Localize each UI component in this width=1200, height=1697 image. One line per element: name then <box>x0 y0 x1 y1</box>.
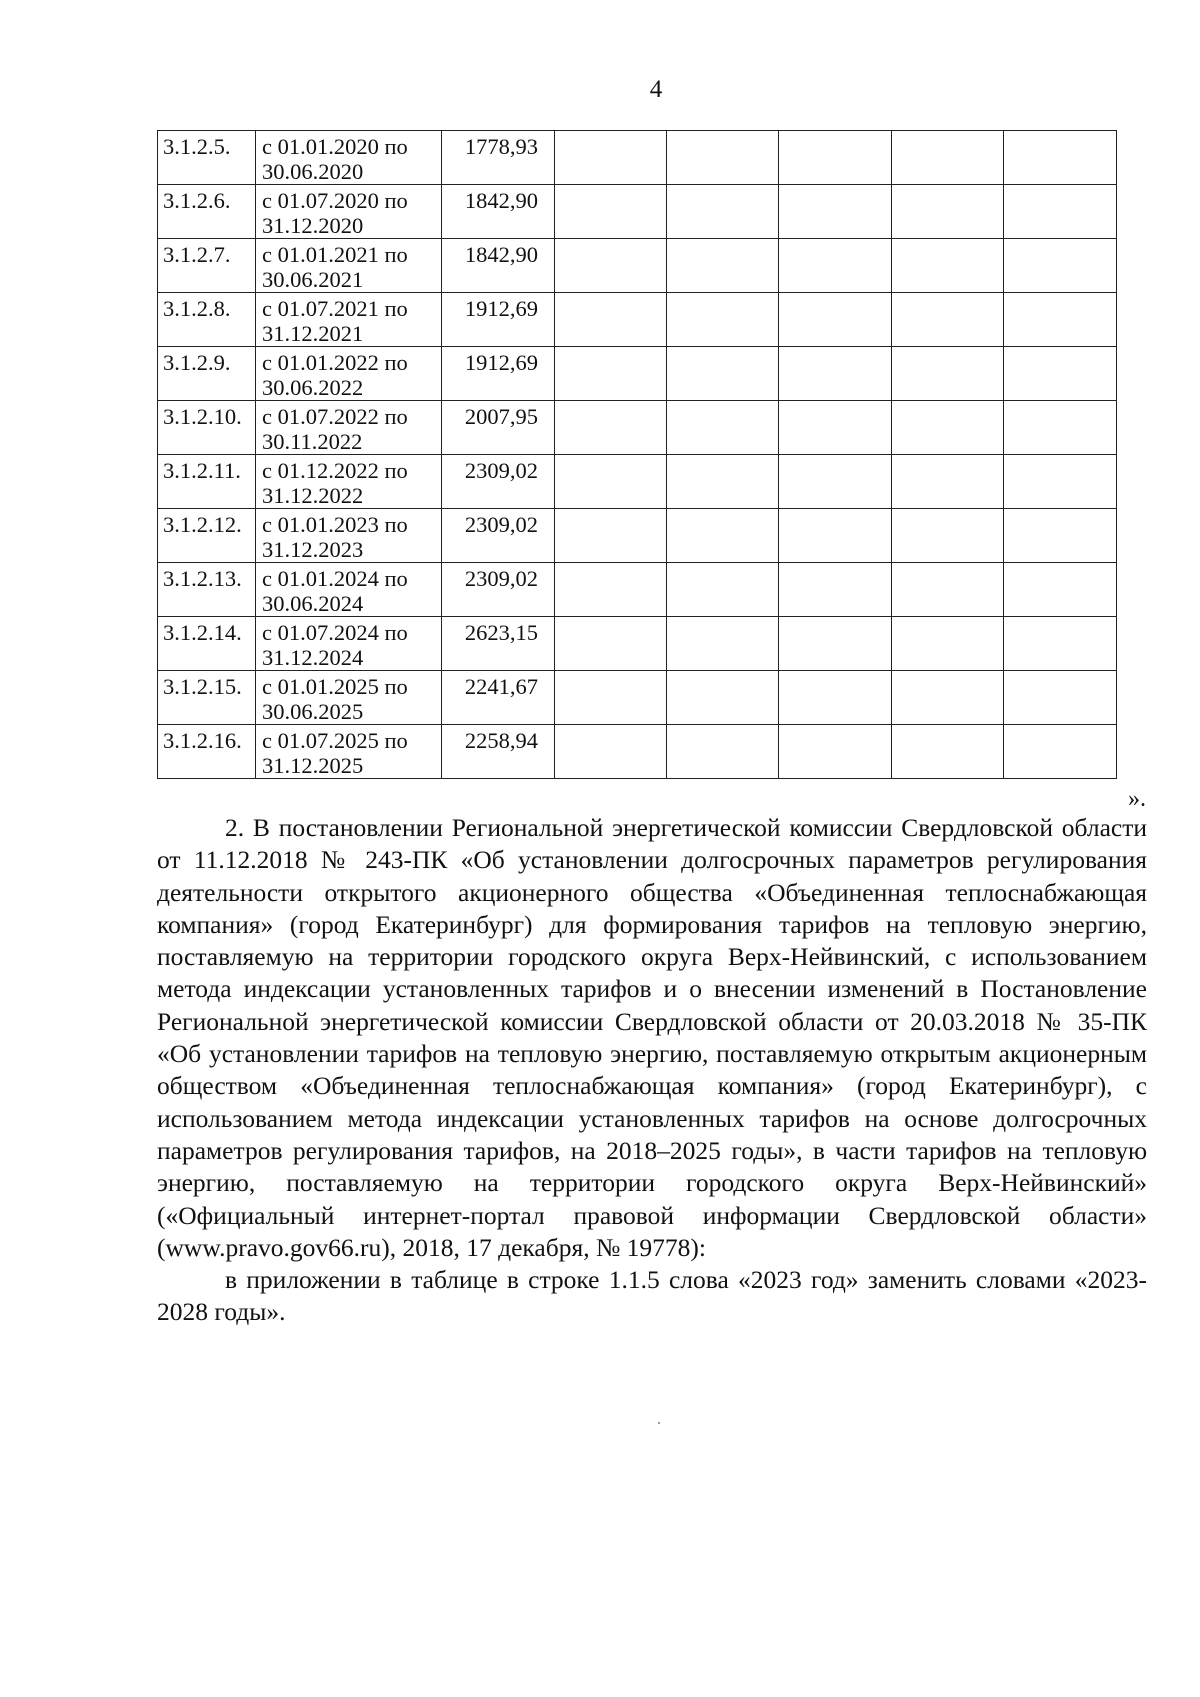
empty-cell <box>779 671 892 725</box>
tariff-table <box>157 130 1117 779</box>
period-start: с 01.07.2020 по <box>262 188 408 213</box>
period-cell <box>256 401 442 455</box>
row-number-cell: 3.1.2.12. <box>158 509 256 563</box>
amendment-text <box>157 812 1147 1329</box>
tariff-table-body <box>158 131 1117 779</box>
empty-cell <box>667 455 779 509</box>
empty-cell <box>555 293 667 347</box>
tariff-value-cell: 1778,93 <box>442 131 555 185</box>
period-start: с 01.01.2024 по <box>262 566 408 591</box>
period-end: 30.06.2021 <box>262 267 364 292</box>
row-number-cell: 3.1.2.16. <box>158 725 256 779</box>
row-number-cell: 3.1.2.10. <box>158 401 256 455</box>
empty-cell <box>1004 455 1117 509</box>
empty-cell <box>667 347 779 401</box>
paragraph-replacement: в приложении в таблице в строке 1.1.5 слова «2023 год» заменить словами «2023-2028 годы». <box>157 1265 1147 1327</box>
empty-cell <box>779 725 892 779</box>
period-start: с 01.01.2025 по <box>262 674 408 699</box>
empty-cell <box>667 509 779 563</box>
empty-cell <box>667 617 779 671</box>
tariff-value-cell: 2309,02 <box>442 563 555 617</box>
empty-cell <box>1004 563 1117 617</box>
period-end: 30.11.2022 <box>262 429 363 454</box>
period-end: 31.12.2023 <box>262 537 364 562</box>
period-start: с 01.01.2023 по <box>262 512 408 537</box>
empty-cell <box>892 239 1004 293</box>
period-cell <box>256 725 442 779</box>
empty-cell <box>667 131 779 185</box>
empty-cell <box>667 293 779 347</box>
empty-cell <box>555 185 667 239</box>
period-cell <box>256 509 442 563</box>
table-row <box>158 455 1117 509</box>
empty-cell <box>779 131 892 185</box>
empty-cell <box>1004 725 1117 779</box>
empty-cell <box>1004 293 1117 347</box>
empty-cell <box>555 617 667 671</box>
empty-cell <box>1004 401 1117 455</box>
empty-cell <box>667 725 779 779</box>
empty-cell <box>667 185 779 239</box>
empty-cell <box>1004 347 1117 401</box>
empty-cell <box>555 131 667 185</box>
empty-cell <box>892 347 1004 401</box>
period-end: 31.12.2025 <box>262 753 364 778</box>
table-row <box>158 671 1117 725</box>
empty-cell <box>1004 617 1117 671</box>
empty-cell <box>892 671 1004 725</box>
tariff-value-cell: 1842,90 <box>442 185 555 239</box>
period-cell <box>256 131 442 185</box>
period-end: 31.12.2021 <box>262 321 364 346</box>
empty-cell <box>892 131 1004 185</box>
empty-cell <box>892 401 1004 455</box>
period-start: с 01.07.2021 по <box>262 296 408 321</box>
empty-cell <box>779 455 892 509</box>
empty-cell <box>779 401 892 455</box>
empty-cell <box>779 347 892 401</box>
empty-cell <box>892 293 1004 347</box>
period-cell <box>256 617 442 671</box>
tariff-value-cell: 2309,02 <box>442 455 555 509</box>
period-start: с 01.01.2020 по <box>262 134 408 159</box>
scan-artifact <box>658 1422 660 1424</box>
closing-quote: ». <box>1128 786 1146 812</box>
period-end: 30.06.2025 <box>262 699 364 724</box>
tariff-value-cell: 2258,94 <box>442 725 555 779</box>
empty-cell <box>779 563 892 617</box>
empty-cell <box>779 239 892 293</box>
period-start: с 01.12.2022 по <box>262 458 408 483</box>
empty-cell <box>779 293 892 347</box>
period-start: с 01.01.2021 по <box>262 242 408 267</box>
tariff-value-cell: 1912,69 <box>442 293 555 347</box>
empty-cell <box>779 509 892 563</box>
period-cell <box>256 239 442 293</box>
tariff-value-cell: 1912,69 <box>442 347 555 401</box>
row-number-cell: 3.1.2.6. <box>158 185 256 239</box>
empty-cell <box>555 239 667 293</box>
tariff-value-cell: 2007,95 <box>442 401 555 455</box>
period-end: 31.12.2022 <box>262 483 364 508</box>
empty-cell <box>555 509 667 563</box>
empty-cell <box>667 671 779 725</box>
empty-cell <box>555 401 667 455</box>
period-end: 30.06.2022 <box>262 375 364 400</box>
period-cell <box>256 563 442 617</box>
table-row <box>158 239 1117 293</box>
table-row <box>158 617 1117 671</box>
table-row <box>158 509 1117 563</box>
period-cell <box>256 347 442 401</box>
table-row <box>158 131 1117 185</box>
period-start: с 01.07.2024 по <box>262 620 408 645</box>
empty-cell <box>555 455 667 509</box>
tariff-value-cell: 2241,67 <box>442 671 555 725</box>
row-number-cell: 3.1.2.7. <box>158 239 256 293</box>
empty-cell <box>779 617 892 671</box>
table-row <box>158 725 1117 779</box>
row-number-cell: 3.1.2.13. <box>158 563 256 617</box>
period-end: 31.12.2024 <box>262 645 364 670</box>
table-row <box>158 401 1117 455</box>
empty-cell <box>1004 239 1117 293</box>
row-number-cell: 3.1.2.14. <box>158 617 256 671</box>
tariff-value-cell: 2623,15 <box>442 617 555 671</box>
empty-cell <box>892 455 1004 509</box>
period-cell <box>256 185 442 239</box>
empty-cell <box>1004 509 1117 563</box>
empty-cell <box>667 239 779 293</box>
table-row <box>158 347 1117 401</box>
empty-cell <box>555 347 667 401</box>
empty-cell <box>1004 671 1117 725</box>
period-start: с 01.07.2025 по <box>262 728 408 753</box>
empty-cell <box>892 617 1004 671</box>
empty-cell <box>667 401 779 455</box>
table-row <box>158 185 1117 239</box>
empty-cell <box>892 185 1004 239</box>
row-number-cell: 3.1.2.9. <box>158 347 256 401</box>
empty-cell <box>1004 185 1117 239</box>
period-cell <box>256 293 442 347</box>
period-end: 30.06.2024 <box>262 591 364 616</box>
empty-cell <box>892 725 1004 779</box>
period-cell <box>256 455 442 509</box>
table-row <box>158 563 1117 617</box>
tariff-value-cell: 1842,90 <box>442 239 555 293</box>
row-number-cell: 3.1.2.15. <box>158 671 256 725</box>
row-number-cell: 3.1.2.8. <box>158 293 256 347</box>
empty-cell <box>1004 131 1117 185</box>
empty-cell <box>667 563 779 617</box>
period-start: с 01.01.2022 по <box>262 350 408 375</box>
period-end: 31.12.2020 <box>262 213 364 238</box>
period-start: с 01.07.2022 по <box>262 404 408 429</box>
empty-cell <box>555 563 667 617</box>
table-row <box>158 293 1117 347</box>
empty-cell <box>555 671 667 725</box>
row-number-cell: 3.1.2.5. <box>158 131 256 185</box>
empty-cell <box>892 509 1004 563</box>
paragraph-amendment-2: 2. В постановлении Региональной энергетической комиссии Свердловской области от 11.12.2018 № 243-ПК «Об установлении долгосрочных параметров регулирования деятельности открытого акционерного общества «Объединенная теплоснабжающая компания» (город Екатеринбург) для формирования тарифов на тепловую энергию, поставляемую на территории городского округа Верх-Нейвинский, с использованием метода индексации установленных тарифов и о внесении изменений в Постановление Региональной энергетической комиссии Свердловской области от 20.03.2018 № 35-ПК «Об установлении тарифов на тепловую энергию, поставляемую открытым акционерным обществом «Объединенная теплоснабжающая компания» (город Екатеринбург), с использованием метода индексации установленных тарифов на основе долгосрочных параметров регулирования тарифов, на 2018–2025 годы», в части тарифов на тепловую энергию, поставляемую на территории городского округа Верх-Нейвинский» («Официальный интернет-портал правовой информации Свердловской области» (www.pravo.gov66.ru), 2018, 17 декабря, № 19778): <box>157 813 1147 1262</box>
period-end: 30.06.2020 <box>262 159 364 184</box>
tariff-value-cell: 2309,02 <box>442 509 555 563</box>
empty-cell <box>555 725 667 779</box>
empty-cell <box>779 185 892 239</box>
row-number-cell: 3.1.2.11. <box>158 455 256 509</box>
page-number: 4 <box>649 76 663 103</box>
empty-cell <box>892 563 1004 617</box>
period-cell <box>256 671 442 725</box>
